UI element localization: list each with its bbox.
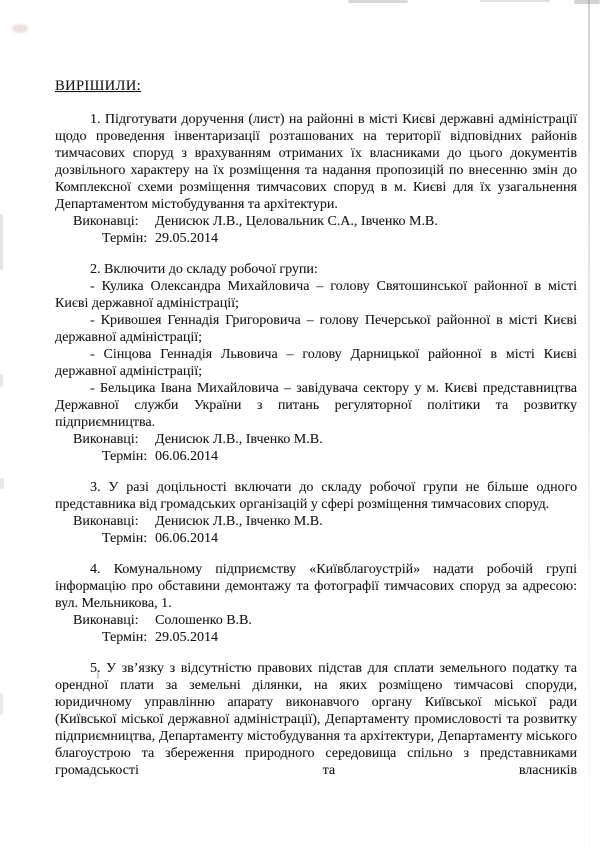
executors-value: Денисюк Л.В., Целовальник С.А., Івченко М.В. bbox=[155, 214, 438, 229]
term-label: Термін: bbox=[102, 531, 148, 546]
executors-label: Виконавці: bbox=[73, 432, 139, 447]
executors-line bbox=[55, 513, 577, 530]
scan-smudge bbox=[480, 0, 550, 2]
executors-value: Денисюк Л.В., Івченко М.В. bbox=[155, 432, 323, 447]
resolution-item-4 bbox=[55, 561, 577, 646]
resolution-item-3 bbox=[55, 479, 577, 547]
term-value: 29.05.2014 bbox=[155, 231, 218, 246]
scan-smudge bbox=[574, 0, 600, 4]
term-line bbox=[55, 629, 577, 646]
list-item: - Бельцика Івана Михайловича – завідувача сектору у м. Києві представництва Державної служби України з питань регуляторної політики та розвитку підприємництва. bbox=[55, 381, 577, 430]
resolution-item-2 bbox=[55, 261, 577, 465]
resolution-heading: ВИРІШИЛИ: bbox=[55, 78, 142, 94]
executors-line bbox=[55, 431, 577, 448]
executors-label: Виконавці: bbox=[73, 214, 139, 229]
executors-line bbox=[55, 612, 577, 629]
scan-smudge bbox=[0, 374, 3, 387]
executors-label: Виконавці: bbox=[73, 613, 139, 628]
term-label: Термін: bbox=[102, 231, 148, 246]
paragraph: 3. У разі доцільності включати до складу робочої групи не більше одного представника від громадських організацій у сфері розміщення тимчасових споруд. bbox=[55, 480, 577, 512]
scan-smudge bbox=[0, 214, 3, 270]
scan-smudge bbox=[0, 693, 3, 715]
term-value: 29.05.2014 bbox=[155, 630, 218, 645]
paragraph: 1. Підготувати доручення (лист) на районні в місті Києві державні адміністрації щодо проведення інвентаризації розташованих на території відповідних районів тимчасових споруд з врахуванням отриманих їх власниками до цього документів дозвільного характеру на їх розміщення та надання пропозицій по внесенню змін до Комплексної схеми розміщення тимчасових споруд в м. Києві для їх узагальнення Департаментом містобудування та архітектури. bbox=[55, 112, 577, 212]
term-label: Термін: bbox=[102, 449, 148, 464]
paragraph: 4. Комунальному підприємству «Київблагоустрій» надати робочій групі інформацію про обставини демонтажу та фотографії тимчасових споруд за адресою: вул. Мельникова, 1. bbox=[55, 562, 577, 611]
executors-label: Виконавці: bbox=[73, 514, 139, 529]
scan-right-edge-line bbox=[588, 0, 590, 848]
list-item: - Сінцова Геннадія Львовича – голову Дарницької районної в місті Києві державної адміністрації; bbox=[55, 347, 577, 379]
term-value: 06.06.2014 bbox=[155, 449, 218, 464]
scan-smudge bbox=[348, 0, 408, 3]
term-value: 06.06.2014 bbox=[155, 531, 218, 546]
term-line bbox=[55, 530, 577, 547]
resolution-item-5 bbox=[55, 660, 577, 779]
list-item: - Кривошея Геннадія Григоровича – голову Печерської районної в місті Києві державної адміністрації; bbox=[55, 313, 577, 345]
executors-value: Денисюк Л.В., Івченко М.В. bbox=[155, 514, 323, 529]
term-line bbox=[55, 448, 577, 465]
paragraph: 2. Включити до складу робочої групи: bbox=[90, 262, 318, 277]
executors-line bbox=[55, 213, 577, 230]
resolution-item-1 bbox=[55, 111, 577, 247]
document-text-block bbox=[55, 78, 577, 779]
list-item: - Кулика Олександра Михайловича – голову Святошинської районної в місті Києві державної адміністрації; bbox=[55, 279, 577, 311]
term-line bbox=[55, 230, 577, 247]
paragraph: 5. У зв’язку з відсутністю правових підстав для сплати земельного податку та орендної плати за земельні ділянки, на яких розміщено тимчасові споруди, юридичному управлінню апарату виконавчого органу Київської міської ради (Київської міської державної адміністрації), Департаменту промисловості та розвитку підприємництва, Департаменту містобудування та архітектури, Департаменту міського благоустрою та збереження природного середовища спільно з представниками громадськості та власників bbox=[55, 661, 577, 778]
scan-smudge bbox=[12, 24, 28, 33]
executors-value: Солошенко В.В. bbox=[155, 613, 252, 628]
term-label: Термін: bbox=[102, 630, 148, 645]
scan-smudge bbox=[0, 478, 4, 489]
